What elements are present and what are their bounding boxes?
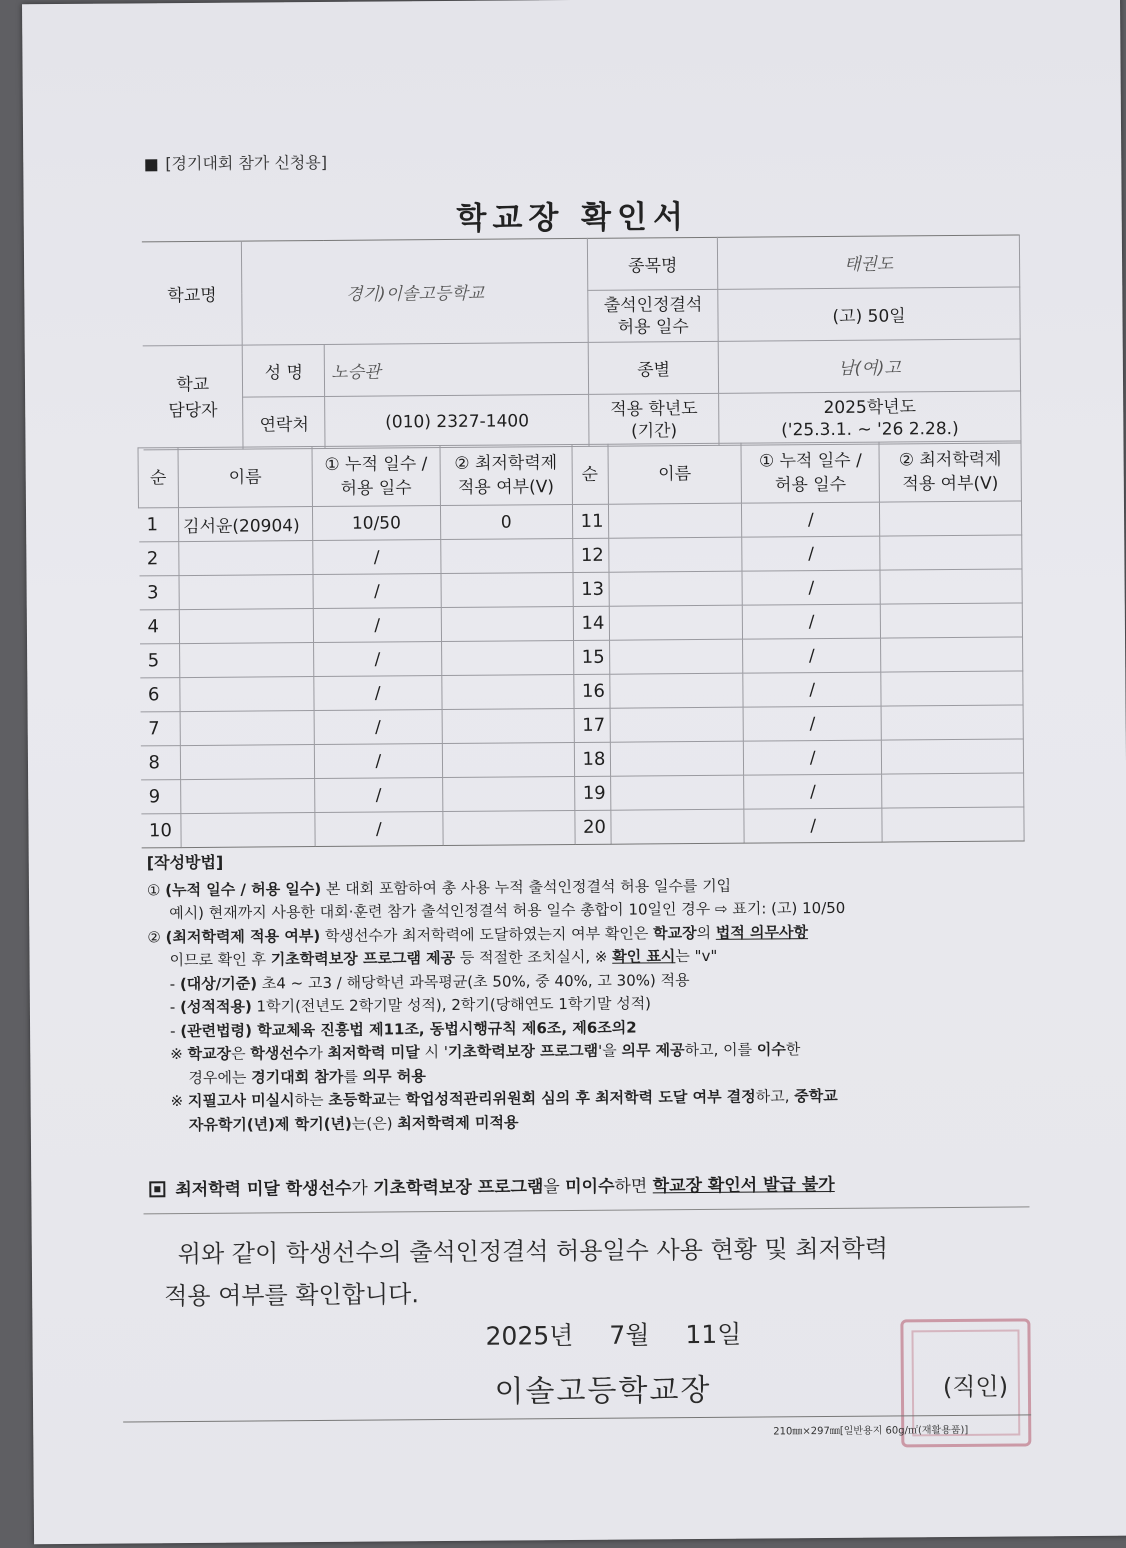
instruction-line: - (관련법령) 학교체육 진흥법 제11조, 동법시행규칙 제6조, 제6조의2 (170, 1018, 637, 1040)
min-check-cell (442, 675, 574, 710)
issuance-notice: 최저학력 미달 학생선수가 기초학력보장 프로그램을 미이수하면 학교장 확인서 발급 불가 (149, 1168, 1029, 1200)
name-value: 노승관 (325, 342, 589, 396)
person-label: 학교 담당자 (143, 345, 244, 450)
event-label: 종목명 (588, 237, 718, 290)
name-cell (180, 711, 314, 746)
seq-cell: 15 (573, 640, 609, 674)
min-check-cell (441, 641, 573, 676)
name-cell (609, 571, 743, 606)
instruction-line: ※ 학교장은 학생선수가 최저학력 미달 시 '기초학력보장 프로그램'을 의무 제공하고, 이를 이수한 (170, 1040, 801, 1064)
days-cell: / (315, 812, 443, 847)
min-check-cell (882, 773, 1024, 808)
min-check-cell (881, 671, 1023, 706)
seq-cell: 18 (574, 742, 610, 776)
form-usage-tag: [경기대회 참가 신청용] (145, 150, 327, 174)
name-cell (181, 813, 315, 848)
seq-cell: 4 (139, 610, 179, 644)
seq-cell: 11 (572, 504, 608, 538)
info-table (142, 234, 1022, 450)
min-check-cell (881, 637, 1023, 672)
gender-label: 종별 (588, 341, 718, 394)
col-name-left: 이름 (178, 447, 312, 508)
notice-box-icon (149, 1181, 165, 1197)
seq-cell: 12 (572, 538, 608, 572)
seq-cell: 10 (141, 814, 181, 848)
seq-cell: 3 (139, 576, 179, 610)
seq-cell: 7 (140, 712, 180, 746)
instruction-line: ② (최저학력제 적용 여부) 학생선수가 최저학력에 도달하였는지 여부 확인은 학교장의 법적 의무사항 (147, 922, 809, 946)
min-check-cell: 0 (440, 505, 572, 540)
name-cell (610, 809, 744, 844)
instruction-line: 경우에는 경기대회 참가를 의무 허용 (188, 1066, 426, 1087)
col-seq-right: 순 (572, 444, 608, 504)
days-cell: / (743, 672, 881, 707)
days-cell: / (313, 608, 441, 643)
days-cell: / (313, 574, 441, 609)
name-cell (179, 541, 313, 576)
instruction-line: 예시) 현재까지 사용한 대회·훈련 참가 출석인정결석 허용 일수 총합이 10일인 경우 ⇨ 표기: (고) 10/50 (169, 898, 846, 923)
days-cell: / (314, 676, 442, 711)
instruction-line: 자유학기(년)제 학기(년)는(은) 최저학력제 미적용 (188, 1112, 519, 1134)
days-cell: / (313, 642, 441, 677)
athlete-roster-table (138, 440, 1025, 848)
instruction-line: ※ 지필고사 미실시하는 초등학교는 학업성적관리위원회 심의 후 최저학력 도달 여부 결정하고, 중학교 (170, 1086, 838, 1111)
min-check-cell (441, 607, 573, 642)
days-cell: / (744, 774, 882, 809)
days-cell: / (314, 778, 442, 813)
seq-cell: 2 (139, 542, 179, 576)
instruction-line: 이므로 확인 후 기초학력보장 프로그램 제공 등 적절한 조치실시, ※ 확인 표시는 "v" (169, 946, 718, 970)
instruction-line: ① (누적 일수 / 허용 일수) 본 대회 포함하여 총 사용 누적 출석인정결석 허용 일수를 기입 (146, 876, 732, 899)
instruction-line: - (성적적용) 1학기(전년도 2학기말 성적), 2학기(당해연도 1학기말 성적) (169, 994, 652, 1017)
allow-days-label: 출석인정결석 허용 일수 (588, 289, 718, 342)
black-square-icon (145, 159, 157, 171)
year-label: 적용 학년도 (기간) (589, 393, 719, 446)
min-check-cell (880, 603, 1022, 638)
seq-cell: 14 (573, 606, 609, 640)
min-check-cell (880, 501, 1022, 536)
school-label: 학교명 (142, 241, 243, 346)
name-cell (179, 609, 313, 644)
min-check-cell (442, 743, 574, 778)
col-days-left: ① 누적 일수 / 허용 일수 (312, 446, 440, 507)
name-cell: 김서윤(20904) (178, 507, 312, 542)
name-cell (610, 775, 744, 810)
allow-days-value: (고) 50일 (718, 287, 1020, 341)
days-cell: / (314, 710, 442, 745)
instruction-line: - (대상/기준) 초4 ~ 고3 / 해당학년 과목평균(초 50%, 중 40%, 고 30%) 적용 (169, 970, 690, 993)
col-seq-left: 순 (138, 448, 178, 508)
min-check-cell (882, 807, 1024, 842)
name-cell (180, 643, 314, 678)
document-page (22, 0, 1126, 1544)
seq-cell: 9 (141, 780, 181, 814)
days-cell: / (314, 744, 442, 779)
name-cell (608, 537, 742, 572)
seq-cell: 19 (574, 776, 610, 810)
roster-body (138, 501, 1024, 848)
name-cell (179, 575, 313, 610)
paper-spec-footer: 210㎜×297㎜[일반용지 60g/㎡(재활용품)] (773, 1424, 969, 1438)
col-min-right: ② 최저학력제 적용 여부(V) (879, 441, 1021, 502)
name-label: 성 명 (243, 344, 325, 397)
days-cell: / (744, 740, 882, 775)
days-cell: / (742, 536, 880, 571)
principal-name: 이솔고등학교장 (494, 1372, 712, 1410)
seq-cell: 8 (140, 746, 180, 780)
contact-label: 연락처 (243, 396, 325, 449)
name-cell (181, 779, 315, 814)
days-cell: / (744, 808, 882, 843)
min-check-cell (880, 535, 1022, 570)
days-cell: / (313, 540, 441, 575)
col-name-right: 이름 (608, 443, 742, 504)
min-check-cell (881, 705, 1023, 740)
days-cell: / (743, 604, 881, 639)
issue-date: 2025년 7월 11일 (485, 1319, 742, 1351)
school-value: 경기)이솔고등학교 (242, 238, 589, 345)
min-check-cell (441, 573, 573, 608)
name-cell (609, 605, 743, 640)
writing-instructions (147, 844, 1029, 1137)
col-days-right: ① 누적 일수 / 허용 일수 (741, 442, 879, 503)
days-cell: / (743, 706, 881, 741)
seq-cell: 1 (138, 508, 178, 542)
seq-cell: 6 (140, 678, 180, 712)
seal-label: (직인) (942, 1372, 1009, 1402)
document-title: 학교장 확인서 (456, 199, 690, 237)
min-check-cell (442, 776, 574, 811)
seq-cell: 17 (574, 708, 610, 742)
year-value: 2025학년도 ('25.3.1. ~ '26 2.28.) (719, 391, 1021, 445)
min-check-cell (881, 739, 1023, 774)
name-cell (610, 707, 744, 742)
name-cell (609, 639, 743, 674)
gender-value: 남(여)고 (718, 339, 1020, 393)
col-min-left: ② 최저학력제 적용 여부(V) (440, 445, 572, 506)
days-cell: / (742, 570, 880, 605)
days-cell: / (743, 638, 881, 673)
contact-value: (010) 2327-1400 (325, 394, 589, 448)
name-cell (610, 741, 744, 776)
confirmation-statement: 위와 같이 학생선수의 출석인정결석 허용일수 사용 현황 및 최저학력 적용 여부를 확인합니다. (164, 1234, 889, 1311)
days-cell: 10/50 (312, 506, 440, 541)
days-cell: / (742, 502, 880, 537)
roster-header-row (138, 441, 1021, 508)
seq-cell: 5 (140, 644, 180, 678)
seq-cell: 16 (573, 674, 609, 708)
seq-cell: 20 (574, 810, 610, 844)
min-check-cell (880, 569, 1022, 604)
min-check-cell (442, 709, 574, 744)
name-cell (609, 673, 743, 708)
name-cell (180, 677, 314, 712)
table-row (141, 807, 1024, 848)
name-cell (608, 503, 742, 538)
min-check-cell (440, 539, 572, 574)
divider (144, 1206, 1030, 1214)
name-cell (180, 745, 314, 780)
seq-cell: 13 (573, 572, 609, 606)
min-check-cell (443, 810, 575, 845)
instructions-heading: [작성방법] (146, 852, 224, 873)
event-value: 태권도 (718, 235, 1020, 289)
